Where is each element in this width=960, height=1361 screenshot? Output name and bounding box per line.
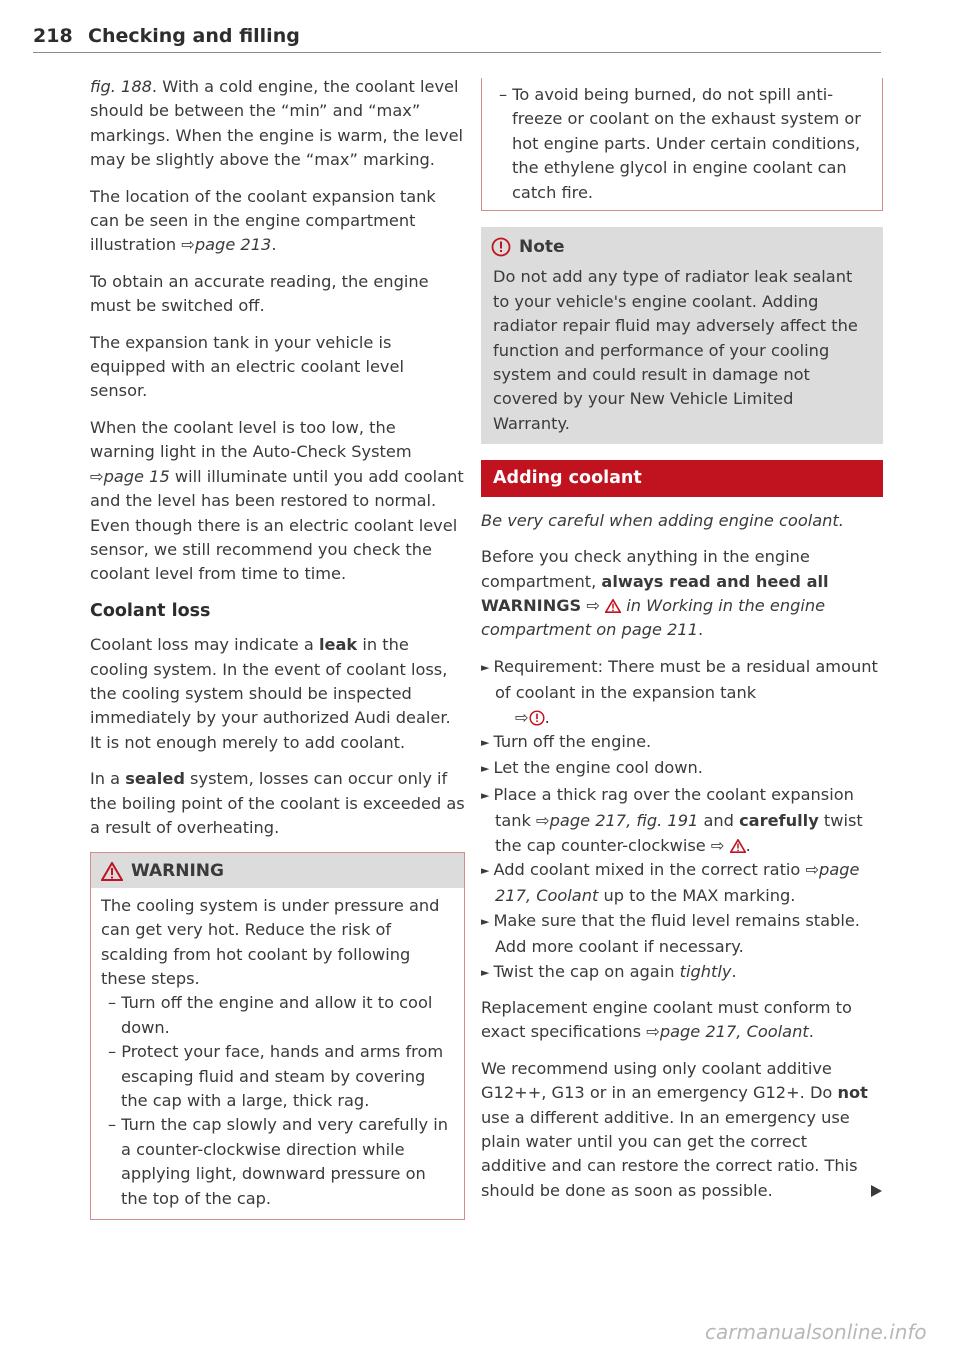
arrow-ref-icon: ⇨ xyxy=(805,859,820,879)
warning-body xyxy=(91,888,464,1219)
note-body: Do not add any type of radiator leak sealant to your vehicle's engine coolant. Adding radiator repair fluid may adversely affect the function and performance of your cooling system and could result in damage not covered by your New Vehicle Limited Warranty. xyxy=(481,265,883,444)
adding-coolant-heading: Adding coolant xyxy=(481,460,883,496)
recommend-paragraph: We recommend using only coolant additive G12++, G13 or in an emergency G12+. Do not use a different additive. In an emergency use plain water until you can get the correct additive and can restore the correct ratio. This should be done as soon as possible. xyxy=(481,1057,883,1203)
warning-item: – Turn off the engine and allow it to cool down. xyxy=(108,993,433,1037)
step-item: ► Place a thick rag over the coolant expansion tank ⇨page 217, fig. 191 and carefully twist the cap counter-clockwise ⇨ . xyxy=(481,784,863,855)
right-column xyxy=(481,75,883,1215)
sensor-paragraph: The expansion tank in your vehicle is equipped with an electric coolant level sensor. xyxy=(90,332,404,401)
sealed-paragraph: In a sealed system, losses can occur only if the boiling point of the coolant is exceeded as a result of overheating. xyxy=(90,769,465,837)
bullet-arrow-icon: ► xyxy=(481,788,490,802)
page-number: 218 xyxy=(33,25,73,47)
continue-arrow-icon xyxy=(869,1184,883,1198)
watermark: carmanualsonline.info xyxy=(705,1320,927,1344)
warning-item: – Protect your face, hands and arms from escaping fluid and steam by covering the cap with a large, thick rag. xyxy=(108,1042,444,1111)
page-link[interactable]: page 213 xyxy=(194,235,272,255)
page-link[interactable]: page 15 xyxy=(103,466,170,486)
reading-paragraph: To obtain an accurate reading, the engine must be switched off. xyxy=(90,271,429,316)
left-column xyxy=(90,75,465,1220)
arrow-ref-icon: ⇨ xyxy=(536,811,550,831)
arrow-ref-icon: ⇨ xyxy=(181,235,195,255)
bullet-arrow-icon: ► xyxy=(481,735,490,749)
section-title: Checking and filling xyxy=(88,25,300,47)
page-header xyxy=(33,22,881,53)
warning-header xyxy=(91,853,464,887)
warning-continuation xyxy=(481,78,883,211)
step-item: ► Turn off the engine. xyxy=(481,731,652,751)
subtitle: Be very careful when adding engine coolant. xyxy=(481,510,844,530)
step-item: ► Add coolant mixed in the correct ratio ⇨page 217, Coolant up to the MAX marking. xyxy=(481,859,860,906)
page-link[interactable]: in Working in the engine compartment on page 211 xyxy=(481,595,826,640)
coolant-loss-heading: Coolant loss xyxy=(90,600,211,621)
note-header xyxy=(481,227,883,265)
warning-title: WARNING xyxy=(131,861,224,882)
note-circle-icon xyxy=(491,237,511,257)
low-level-paragraph: When the coolant level is too low, the warning light in the Auto-Check System ⇨page 15 will illuminate until you add coolant and the level has been restored to normal. Even though there is an electric coolant level sensor, we still recommend you check the coolant level from time to time. xyxy=(90,417,464,584)
intro-paragraph: fig. 188. With a cold engine, the coolant level should be between the “min” and “max” markings. When the engine is warm, the level may be slightly above the “max” marking. xyxy=(90,77,464,170)
arrow-ref-icon: ⇨ xyxy=(90,466,104,486)
warning-intro: The cooling system is under pressure and can get very hot. Reduce the risk of scalding from hot coolant by following these steps. xyxy=(101,895,440,988)
warning-item: – To avoid being burned, do not spill anti-freeze or coolant on the exhaust system or hot engine parts. Under certain conditions, the ethylene glycol in engine coolant can catch fire. xyxy=(499,85,861,202)
bullet-arrow-icon: ► xyxy=(481,965,490,979)
page-link[interactable]: page 217, fig. 191 xyxy=(549,811,699,831)
arrow-ref-icon: ⇨ xyxy=(646,1022,660,1042)
page-link[interactable]: page 217, Coolant xyxy=(495,859,860,906)
warning-box xyxy=(90,852,465,1220)
loss-paragraph: Coolant loss may indicate a leak in the cooling system. In the event of coolant loss, the cooling system should be inspected immediately by your authorized Audi dealer. It is not enough merely to add coolant. xyxy=(90,635,451,752)
note-circle-icon xyxy=(529,710,545,726)
arrow-ref-icon: ⇨ xyxy=(586,595,600,615)
bullet-arrow-icon: ► xyxy=(481,660,490,674)
step-item: ► Make sure that the fluid level remains stable. Add more coolant if necessary. xyxy=(481,910,860,957)
step-item: ► Twist the cap on again tightly. xyxy=(481,961,737,981)
warning-item: – Turn the cap slowly and very carefully in a counter-clockwise direction while applying light, downward pressure on the top of the cap. xyxy=(108,1115,448,1208)
bullet-arrow-icon: ► xyxy=(481,914,490,928)
note-title: Note xyxy=(519,237,565,258)
fig-ref[interactable]: fig. 188 xyxy=(90,77,152,96)
page-link[interactable]: page 217, Coolant xyxy=(659,1022,809,1042)
steps-list xyxy=(481,655,883,986)
warning-triangle-icon xyxy=(730,839,746,853)
before-paragraph: Before you check anything in the engine compartment, always read and heed all WARNINGS ⇨ in Working in the engine compartment on page 211. xyxy=(481,547,829,640)
arrow-ref-icon: ⇨ xyxy=(515,707,529,727)
replacement-paragraph: Replacement engine coolant must conform to exact specifications ⇨page 217, Coolant. xyxy=(481,998,852,1042)
step-item: ► Requirement: There must be a residual amount of coolant in the expansion tank ⇨ . xyxy=(481,656,878,727)
bullet-arrow-icon: ► xyxy=(481,762,490,776)
bullet-arrow-icon: ► xyxy=(481,863,490,877)
location-paragraph: The location of the coolant expansion tank can be seen in the engine compartment illustration ⇨page 213. xyxy=(90,186,436,255)
arrow-ref-icon: ⇨ xyxy=(710,835,725,855)
warning-triangle-icon xyxy=(101,862,123,881)
step-item: ► Let the engine cool down. xyxy=(481,758,703,778)
warning-triangle-icon xyxy=(605,599,621,613)
